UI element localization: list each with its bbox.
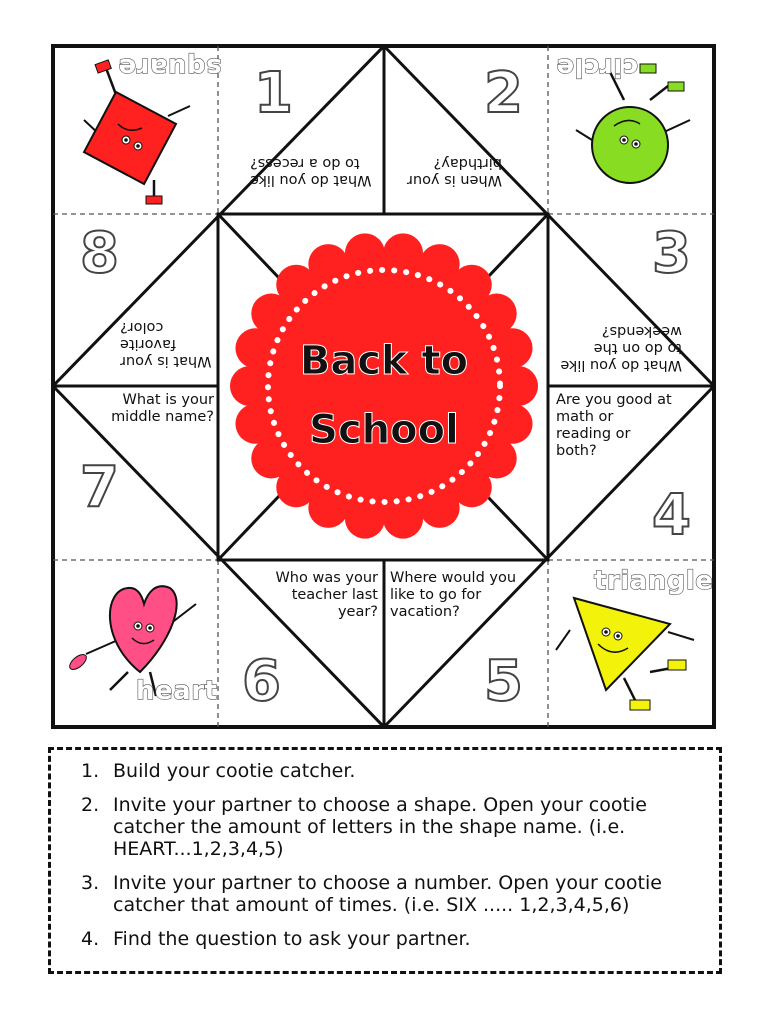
shape-label-triangle: triangle — [594, 566, 714, 596]
question-8: What is your favorite color? — [120, 319, 212, 369]
number-2: 2 — [484, 61, 523, 126]
number-6: 6 — [242, 649, 281, 714]
instructions-list — [51, 750, 719, 950]
shape-label-heart: heart — [136, 676, 218, 706]
question-1: What do you like to do a recess? — [250, 155, 372, 188]
number-1: 1 — [254, 61, 293, 126]
instruction-item: 1. Build your cootie catcher. — [81, 760, 356, 782]
number-7: 7 — [80, 455, 119, 520]
number-5: 5 — [484, 649, 523, 714]
question-5: Where would you like to go for vacation? — [390, 570, 517, 620]
instruction-item: 3. Invite your partner to choose a number. Open your cootie catcher that amount of times. (i.e. SIX ..... 1,2,3,4,5,6) — [81, 872, 662, 916]
instructions-box — [48, 747, 722, 974]
instruction-item: 2. Invite your partner to choose a shape. Open your cootie catcher the amount of letters in the shape name. (i.e. HEART...1,2,3,4,5) — [81, 794, 647, 860]
question-3: What do you like to do on the weekends? — [560, 323, 682, 373]
number-8: 8 — [80, 221, 119, 286]
question-2: When is your birthday? — [406, 155, 502, 188]
question-6: Who was your teacher last year? — [275, 570, 378, 620]
center-title-line2: School — [309, 407, 459, 453]
number-3: 3 — [652, 221, 691, 286]
number-4: 4 — [652, 483, 691, 548]
center-title-line1: Back to — [299, 338, 469, 384]
question-7: What is your middle name? — [111, 392, 214, 425]
shape-label-square: square — [118, 52, 222, 82]
question-4: Are you good at math or reading or both? — [556, 392, 672, 459]
shape-label-circle: circle — [556, 52, 639, 82]
instruction-item: 4. Find the question to ask your partner. — [81, 928, 471, 950]
